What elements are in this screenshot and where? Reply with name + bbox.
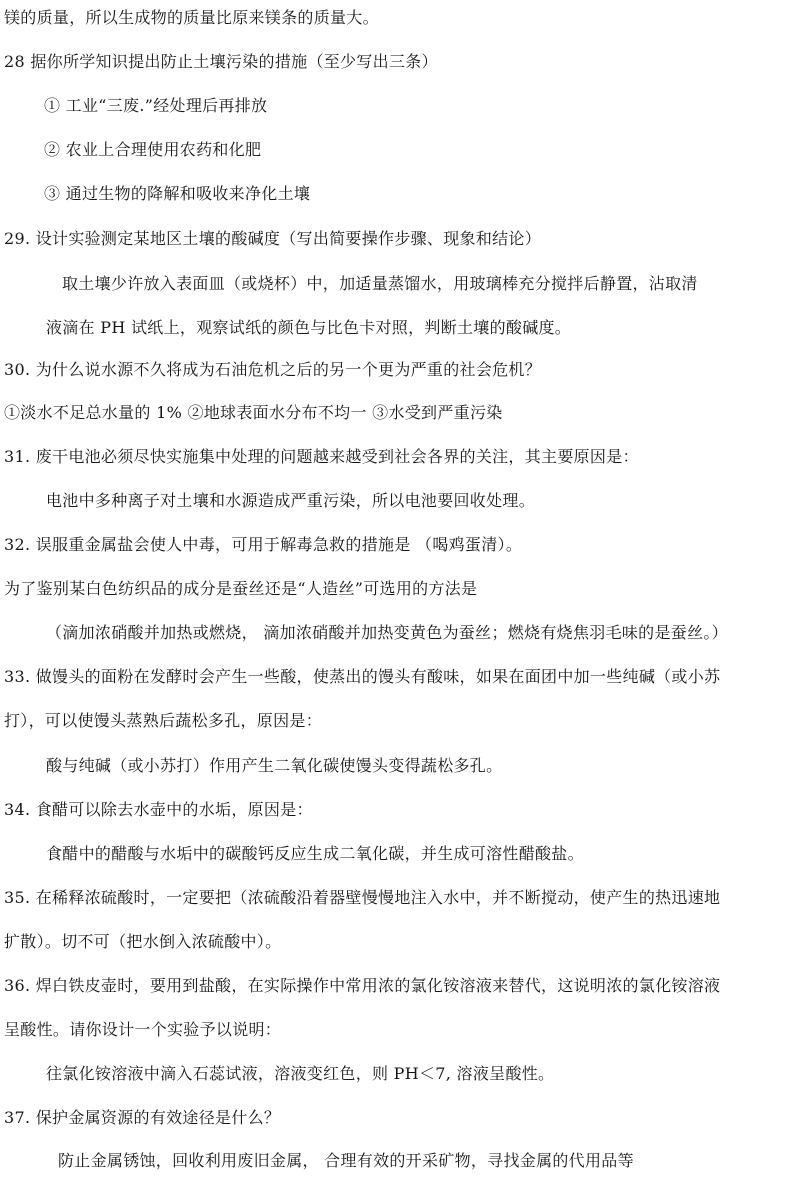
question-29: 29. 设计实验测定某地区土壤的酸碱度（写出简要操作步骤、现象和结论） xyxy=(4,229,542,248)
answer-37: 防止金属锈蚀，回收利用废旧金属， 合理有效的开采矿物，寻找金属的代用品等 xyxy=(58,1151,634,1170)
question-28: 28 据你所学知识提出防止土壤污染的措施（至少写出三条） xyxy=(4,52,438,71)
question-36-line-1: 36. 焊白铁皮壶时，要用到盐酸，在实际操作中常用浓的氯化铵溶液来替代，这说明浓的氯化铵溶液 xyxy=(4,976,721,995)
answer-31: 电池中多种离子对土壤和水源造成严重污染，所以电池要回收处理。 xyxy=(46,491,536,510)
question-33-line-1: 33. 做馒头的面粉在发酵时会产生一些酸，使蒸出的馒头有酸味，如果在面团中加一些纯碱（或小苏 xyxy=(4,667,721,686)
answer-36: 往氯化铵溶液中滴入石蕊试液，溶液变红色，则 PH＜7, 溶液呈酸性。 xyxy=(46,1064,555,1083)
answer-28-item-3: ③ 通过生物的降解和吸收来净化土壤 xyxy=(44,184,311,203)
question-37: 37. 保护金属资源的有效途径是什么？ xyxy=(4,1108,281,1127)
answer-33: 酸与纯碱（或小苏打）作用产生二氧化碳使馒头变得蔬松多孔。 xyxy=(46,756,503,775)
question-34: 34. 食醋可以除去水壶中的水垢，原因是： xyxy=(4,800,313,819)
question-36-line-2: 呈酸性。请你设计一个实验予以说明： xyxy=(4,1020,282,1039)
answer-32-followup: （滴加浓硝酸并加热或燃烧， 滴加浓硝酸并加热变黄色为蚕丝；燃烧有烧焦羽毛味的是蚕丝。） xyxy=(46,623,728,642)
question-31: 31. 废干电池必须尽快实施集中处理的问题越来越受到社会各界的关注，其主要原因是： xyxy=(4,447,639,466)
answer-30: ①淡水不足总水量的 1% ②地球表面水分布不均一 ③水受到严重污染 xyxy=(4,403,503,422)
answer-28-item-2: ② 农业上合理使用农药和化肥 xyxy=(44,140,262,159)
question-32: 32. 误服重金属盐会使人中毒，可用于解毒急救的措施是 （喝鸡蛋清）。 xyxy=(4,535,523,554)
answer-29-line-2: 液滴在 PH 试纸上，观察试纸的颜色与比色卡对照，判断土壤的酸碱度。 xyxy=(46,318,572,337)
text-line-1: 镁的质量，所以生成物的质量比原来镁条的质量大。 xyxy=(4,8,379,27)
answer-34: 食醋中的醋酸与水垢中的碳酸钙反应生成二氧化碳，并生成可溶性醋酸盐。 xyxy=(46,844,584,863)
question-35-line-2: 扩散）。切不可（把水倒入浓硫酸中）。 xyxy=(4,932,282,951)
answer-28-item-1: ① 工业“三废.”经处理后再排放 xyxy=(44,96,268,115)
question-33-line-2: 打），可以使馒头蒸熟后蔬松多孔，原因是： xyxy=(4,711,323,730)
answer-29-line-1: 取土壤少许放入表面皿（或烧杯）中，加适量蒸馏水，用玻璃棒充分搅拌后静置，沾取清 xyxy=(62,274,698,293)
question-30: 30. 为什么说水源不久将成为石油危机之后的另一个更为严重的社会危机？ xyxy=(4,360,542,379)
question-32-followup: 为了鉴别某白色纺织品的成分是蚕丝还是“人造丝”可选用的方法是 xyxy=(4,579,478,598)
question-35-line-1: 35. 在稀释浓硫酸时，一定要把（浓硫酸沿着器壁慢慢地注入水中，并不断搅动，使产生的热迅速地 xyxy=(4,888,721,907)
